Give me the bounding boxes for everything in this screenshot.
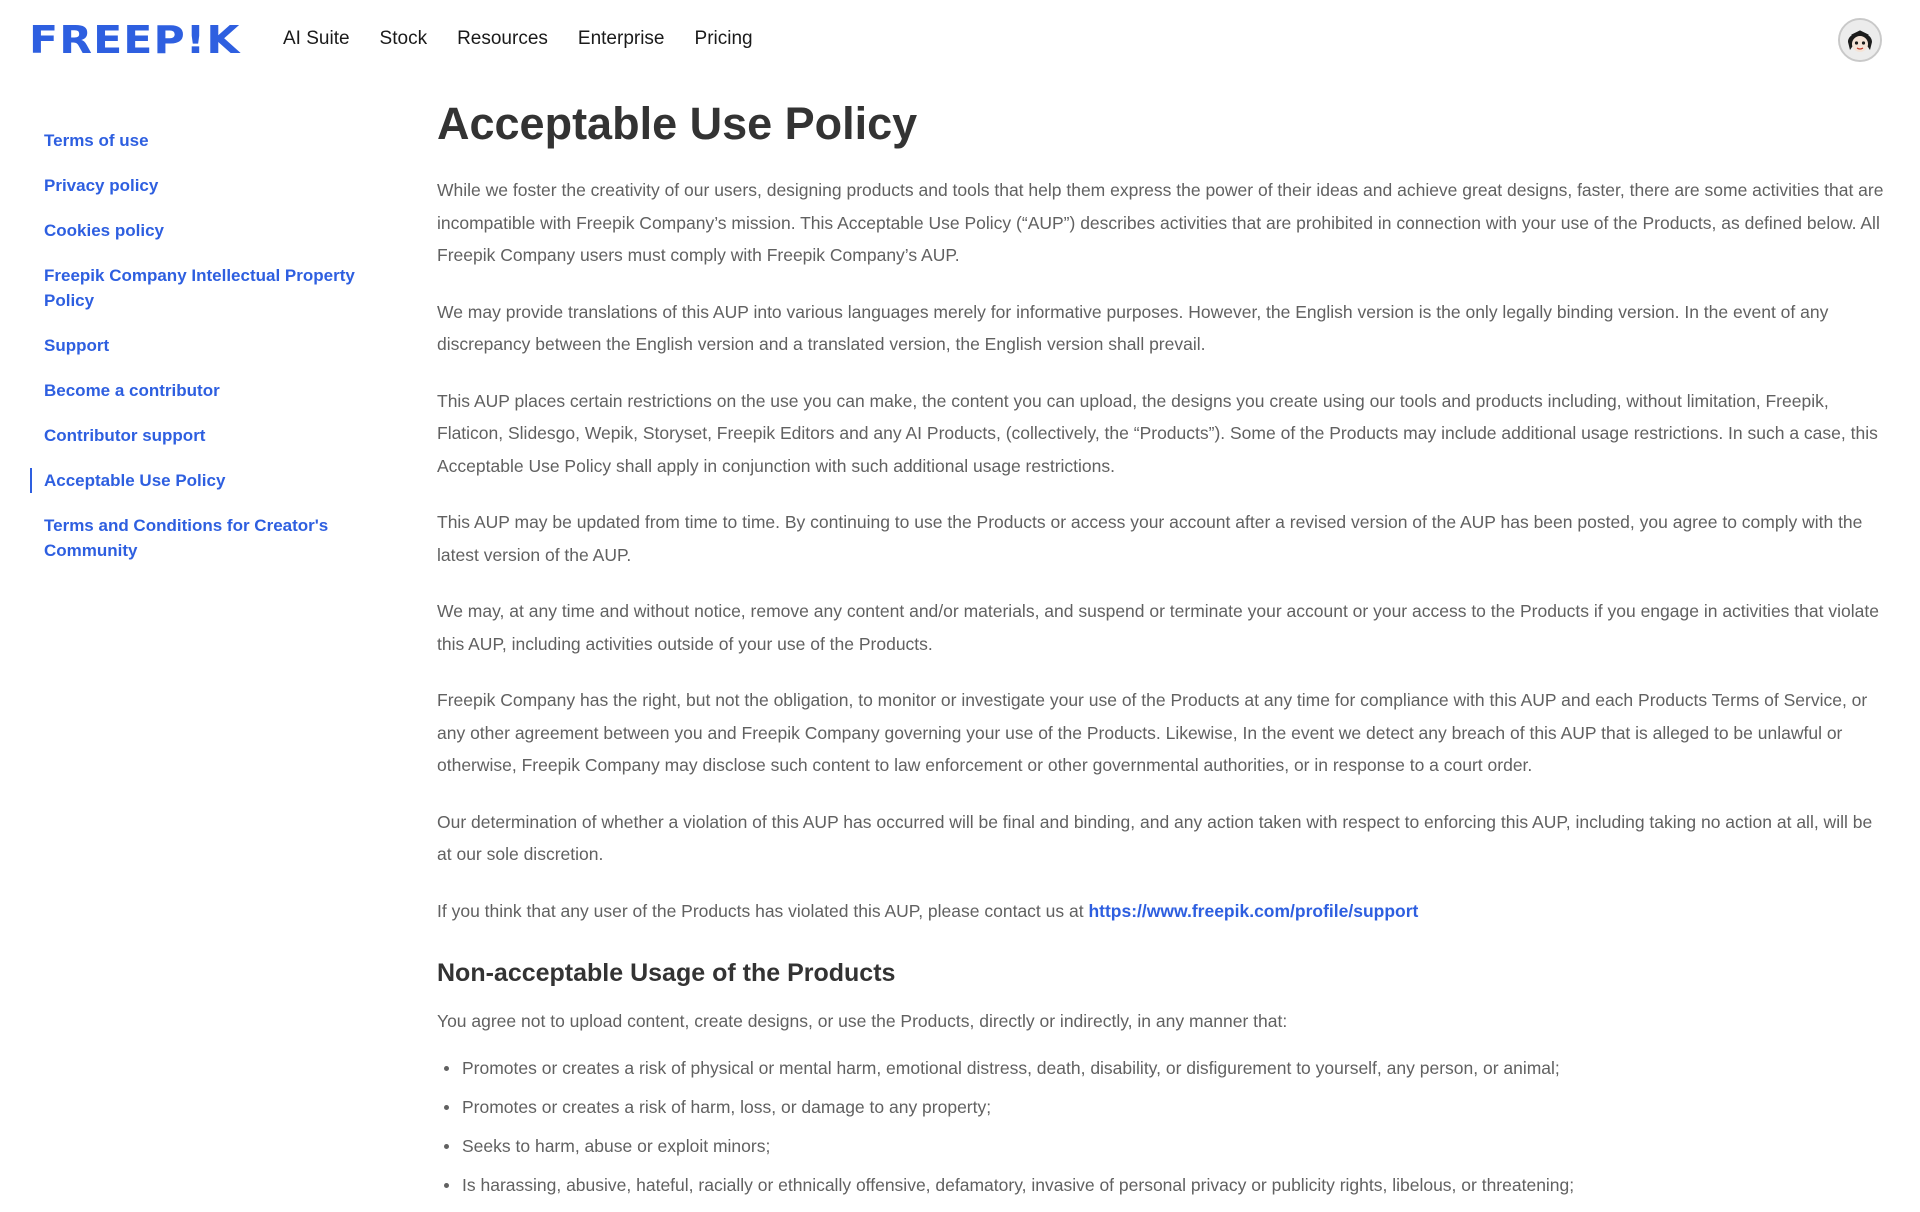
sidebar-item-support[interactable]: Support: [44, 336, 110, 355]
paragraph-restrictions: This AUP places certain restrictions on the use you can make, the content you can upload, the designs you create using our tools and products including, without limitation, Freepik, Flaticon, Slidesgo, Wepik, Storyset, Freepik Editors and any AI Products, (collectively, the “Products”). Some of the Products may include additional usage restrictions. In such a case, this Acceptable Use Policy shall apply in conjunction with such additional usage restrictions.: [437, 390, 1878, 476]
list-item: Promotes or creates a risk of harm, loss, or damage to any property;: [437, 1095, 1887, 1119]
policy-content: [437, 92, 1887, 1212]
sidebar-item-acceptable-use-policy[interactable]: Acceptable Use Policy: [30, 468, 380, 493]
non-acceptable-list: [437, 1056, 1887, 1197]
sidebar-item-privacy-policy[interactable]: Privacy policy: [44, 176, 159, 195]
page-title: Acceptable Use Policy: [437, 98, 918, 149]
sidebar-item-ip-policy[interactable]: Freepik Company Intellectual Property Policy: [44, 266, 355, 310]
paragraph-monitoring: Freepik Company has the right, but not the obligation, to monitor or investigate your use of the Products at any time for compliance with this AUP and each Products Terms of Service, or any other agreement between you and Freepik Company governing your use of the Products. Likewise, In the event we detect any breach of this AUP that is alleged to be unlawful or otherwise, Freepik Company may disclose such content to law enforcement or other governmental authorities, or in response to a court order.: [437, 690, 1868, 775]
sidebar-item-cookies-policy[interactable]: Cookies policy: [44, 221, 164, 240]
paragraph-determination: Our determination of whether a violation of this AUP has occurred will be final and binding, and any action taken with respect to enforcing this AUP, including taking no action at all, will be at our sole discretion.: [437, 811, 1873, 864]
sidebar-item-contributor-support[interactable]: Contributor support: [44, 426, 206, 445]
nav-pricing[interactable]: Pricing: [694, 28, 753, 49]
paragraph-removal: We may, at any time and without notice, remove any content and/or materials, and suspend or terminate your account or your access to the Products if you engage in activities that violate this AUP, including activities outside of your use of the Products.: [437, 601, 1879, 654]
nav-stock[interactable]: Stock: [379, 28, 428, 49]
paragraph-translations: We may provide translations of this AUP into various languages merely for informative purposes. However, the English version is the only legally binding version. In the event of any discrepancy between the English version and a translated version, the English version shall prevail.: [437, 301, 1829, 354]
legal-sidebar: [30, 128, 390, 583]
freepik-logo[interactable]: FREEP!K: [29, 18, 241, 62]
paragraph-intro: While we foster the creativity of our users, designing products and tools that help them express the power of their ideas and achieve great designs, faster, there are some activities that are incompatible with Freepik Company’s mission. This Acceptable Use Policy (“AUP”) describes activities that are prohibited in connection with your use of the Products, as defined below. All Freepik Company users must comply with Freepik Company’s AUP.: [437, 180, 1884, 265]
sidebar-item-become-contributor[interactable]: Become a contributor: [44, 381, 220, 400]
nav-resources[interactable]: Resources: [457, 28, 548, 49]
nav-ai-suite[interactable]: AI Suite: [283, 28, 350, 49]
list-item: Seeks to harm, abuse or exploit minors;: [437, 1134, 1887, 1158]
sidebar-item-terms-of-use[interactable]: Terms of use: [44, 131, 149, 150]
support-link[interactable]: https://www.freepik.com/profile/support: [1088, 900, 1419, 921]
contact-text: If you think that any user of the Products has violated this AUP, please contact us at: [437, 900, 1089, 921]
nav-enterprise[interactable]: Enterprise: [577, 28, 665, 49]
user-avatar-icon[interactable]: [1838, 18, 1882, 62]
list-item: Promotes or creates a risk of physical or mental harm, emotional distress, death, disability, or disfigurement to yourself, any person, or animal;: [437, 1056, 1887, 1080]
section-title: Non-acceptable Usage of the Products: [437, 959, 896, 987]
list-item: Is harassing, abusive, hateful, racially or ethnically offensive, defamatory, invasive of personal privacy or publicity rights, libelous, or threatening;: [437, 1173, 1887, 1197]
main-nav: [283, 26, 783, 52]
section-intro: You agree not to upload content, create designs, or use the Products, directly or indirectly, in any manner that:: [437, 1011, 1288, 1031]
paragraph-contact: [437, 895, 1887, 928]
sidebar-item-creators-community-terms[interactable]: Terms and Conditions for Creator's Community: [44, 516, 329, 560]
paragraph-updates: This AUP may be updated from time to time. By continuing to use the Products or access your account after a revised version of the AUP has been posted, you agree to comply with the latest version of the AUP.: [437, 512, 1863, 565]
top-header: [0, 0, 1920, 80]
